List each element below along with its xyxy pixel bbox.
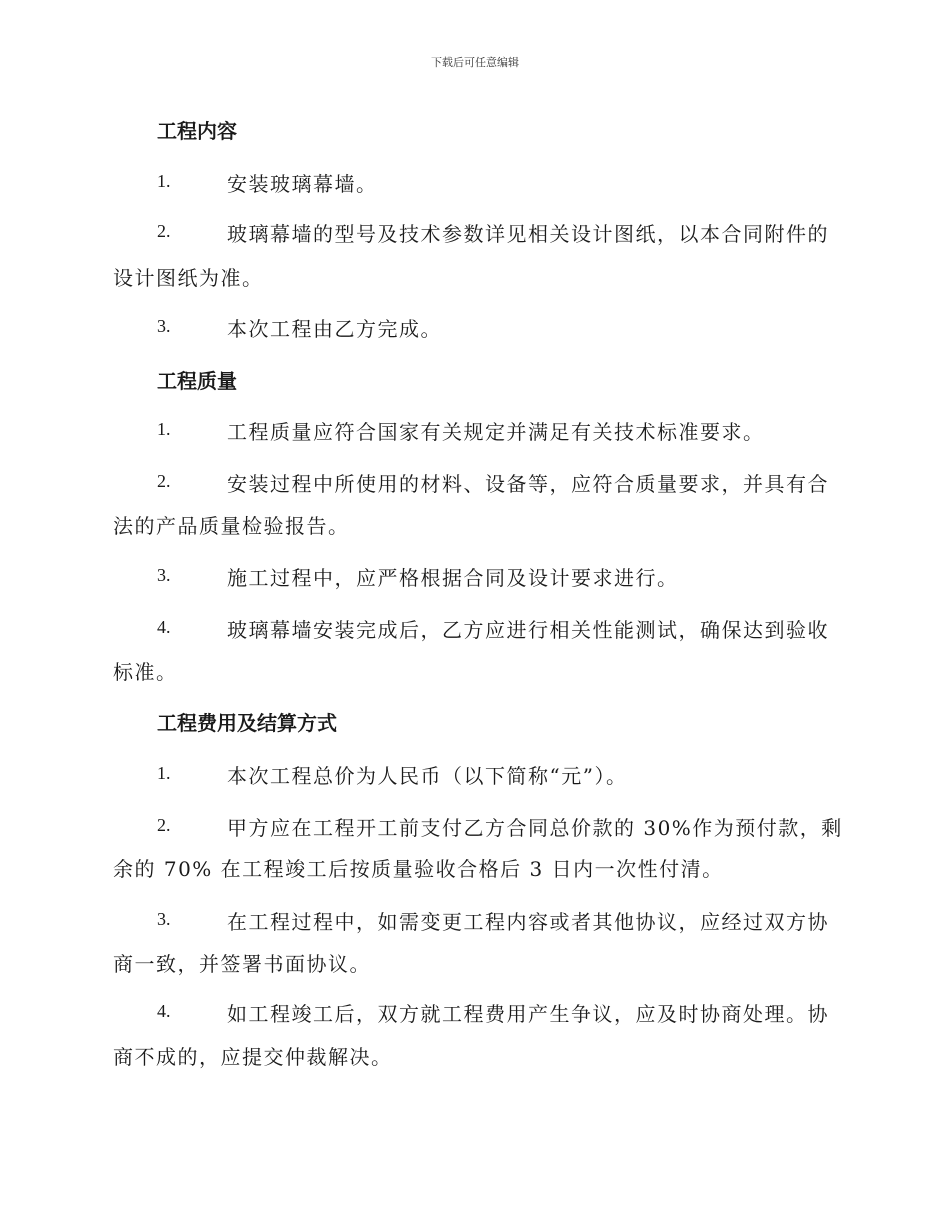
item-number: 2. <box>157 221 171 241</box>
item-number: 4. <box>157 617 171 637</box>
item-text: 本次工程由乙方完成。 <box>227 317 442 341</box>
page-header: 下载后可任意编辑 <box>431 56 519 69</box>
item-number: 2. <box>157 471 171 491</box>
item-text: 在工程过程中，如需变更工程内容或者其他协议，应经过双方协 <box>227 910 829 934</box>
item-number: 3. <box>157 565 171 585</box>
item-text: 施工过程中，应严格根据合同及设计要求进行。 <box>227 566 679 590</box>
item-text: 如工程竣工后，双方就工程费用产生争议，应及时协商处理。协 <box>227 1002 829 1026</box>
item-text: 安装玻璃幕墙。 <box>227 172 378 196</box>
item-text-continued: 商一致，并签署书面协议。 <box>113 952 371 976</box>
item-text: 工程质量应符合国家有关规定并满足有关技术标准要求。 <box>227 420 765 444</box>
item-text-continued: 设计图纸为准。 <box>113 266 264 290</box>
item-number: 1. <box>157 171 171 191</box>
item-text: 玻璃幕墙的型号及技术参数详见相关设计图纸，以本合同附件的 <box>227 222 829 246</box>
item-number: 1. <box>157 419 171 439</box>
item-number: 2. <box>157 815 171 835</box>
item-text: 玻璃幕墙安装完成后，乙方应进行相关性能测试，确保达到验收 <box>227 618 829 642</box>
section-heading-quality: 工程质量 <box>157 369 237 393</box>
section-heading-content: 工程内容 <box>157 119 237 143</box>
item-text-continued: 法的产品质量检验报告。 <box>113 514 350 538</box>
item-text: 安装过程中所使用的材料、设备等，应符合质量要求，并具有合 <box>227 472 829 496</box>
item-text-continued: 商不成的，应提交仲裁解决。 <box>113 1045 393 1069</box>
item-text-continued: 余的 70% 在工程竣工后按质量验收合格后 3 日内一次性付清。 <box>113 857 724 881</box>
item-number: 3. <box>157 909 171 929</box>
item-number: 3. <box>157 316 171 336</box>
item-text: 本次工程总价为人民币（以下简称“元”）。 <box>227 764 628 788</box>
item-number: 1. <box>157 763 171 783</box>
item-number: 4. <box>157 1001 171 1021</box>
item-text: 甲方应在工程开工前支付乙方合同总价款的 30%作为预付款，剩 <box>227 816 843 840</box>
item-text-continued: 标准。 <box>113 660 178 684</box>
section-heading-payment: 工程费用及结算方式 <box>157 711 337 735</box>
